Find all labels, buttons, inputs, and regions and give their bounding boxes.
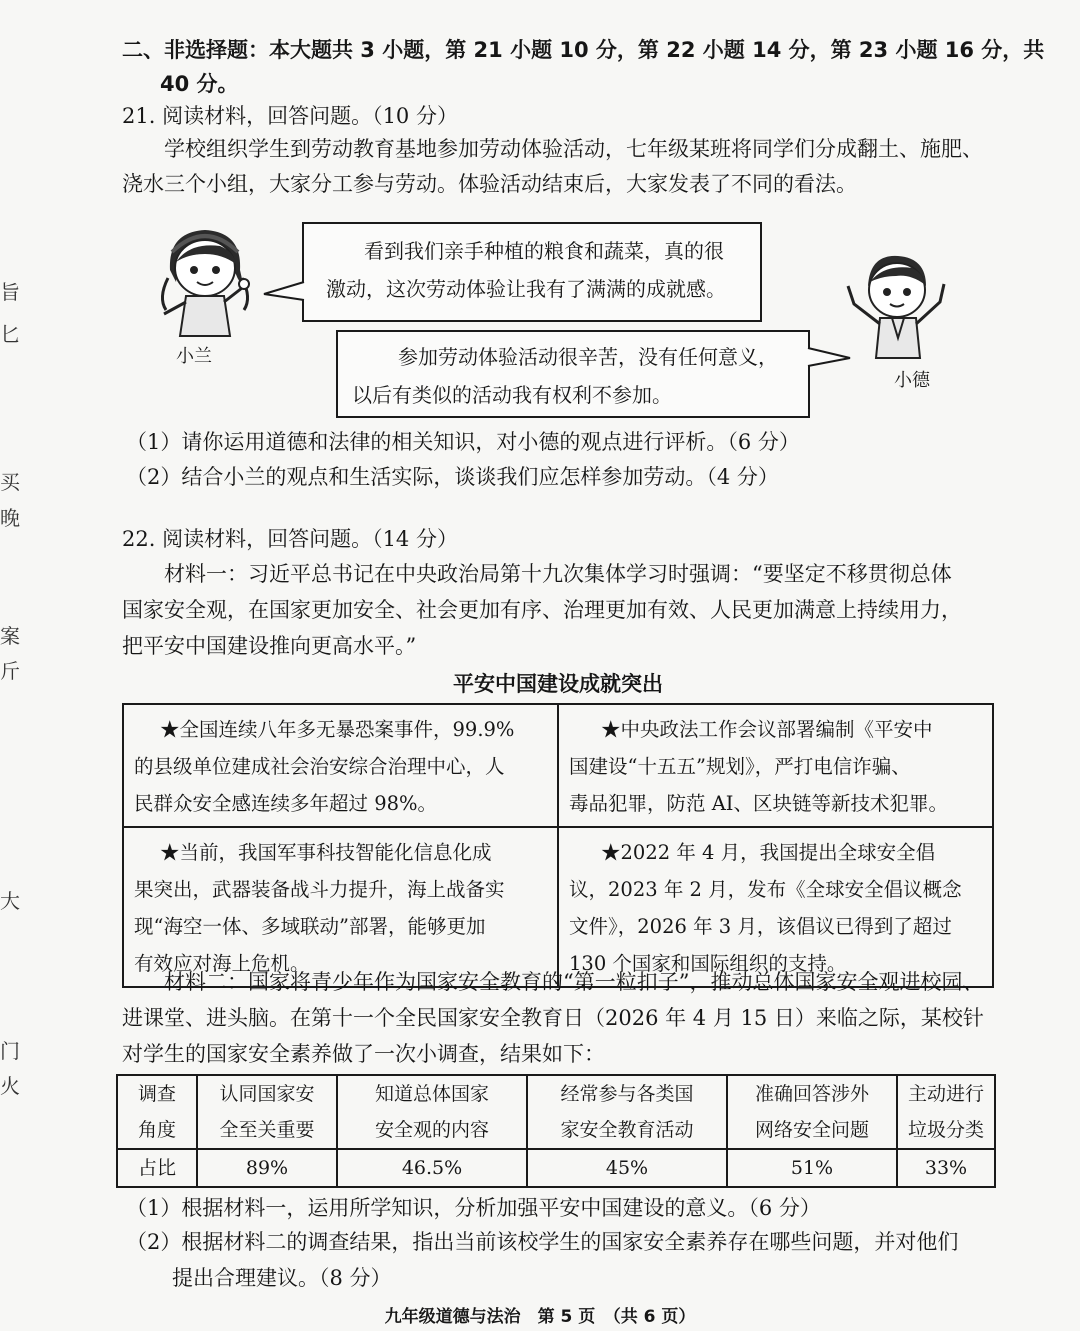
survey-header-line: 家安全教育活动 (560, 1119, 694, 1141)
q21-intro-line1: 学校组织学生到劳动教育基地参加劳动体验活动，七年级某班将同学们分成翻土、施肥、 (164, 137, 983, 161)
survey-value-cell: 89% (197, 1149, 337, 1187)
margin-mark: 买 (0, 470, 20, 494)
survey-header-cell (727, 1075, 897, 1149)
survey-header-cell (117, 1075, 197, 1149)
xiaolan-speech-line2: 激动，这次劳动体验让我有了满满的成就感。 (326, 277, 726, 301)
q22-sub1: （1）根据材料一，运用所学知识，分析加强平安中国建设的意义。（6 分） (126, 1196, 821, 1220)
q22-sub2-line1: （2）根据材料二的调查结果，指出当前该校学生的国家安全素养存在哪些问题，并对他们 (126, 1230, 959, 1254)
survey-table (116, 1074, 996, 1188)
survey-header-cell (897, 1075, 995, 1149)
margin-mark: 旨 (0, 280, 20, 304)
q22-material2-line1: 材料二：国家将青少年作为国家安全教育的“第一粒扣子”，推动总体国家安全观进校园、 (164, 970, 984, 994)
achievement-cell (558, 827, 993, 987)
achievement-cell (123, 704, 558, 827)
survey-header-cell (337, 1075, 527, 1149)
q22-material1-line2: 国家安全观，在国家更加安全、社会更加有序、治理更加有效、人民更加满意上持续用力， (122, 598, 962, 622)
margin-mark: 大 (0, 889, 20, 913)
achievement-line: ★2022 年 4 月，我国提出全球安全倡 (601, 841, 936, 864)
achievements-title: 平安中国建设成就突出 (453, 672, 663, 696)
table-row (117, 1075, 995, 1149)
achievement-line: 果突出，武器装备战斗力提升，海上战备实 (134, 878, 505, 901)
survey-header-line: 准确回答涉外 (754, 1083, 869, 1105)
table-row (123, 827, 993, 987)
margin-mark: 匕 (0, 322, 20, 346)
survey-value-cell: 33% (897, 1149, 995, 1187)
survey-header-cell (197, 1075, 337, 1149)
survey-value-cell: 46.5% (337, 1149, 527, 1187)
achievement-line: 议，2023 年 2 月，发布《全球安全倡议概念 (569, 878, 962, 901)
survey-header-line: 认同国家安 (219, 1083, 315, 1105)
table-row (123, 704, 993, 827)
achievement-line: ★当前，我国军事科技智能化信息化成 (160, 841, 492, 864)
achievement-cell (558, 704, 993, 827)
achievement-line: 民群众安全感连续多年超过 98%。 (134, 792, 438, 815)
q21-title: 21. 阅读材料，回答问题。（10 分） (122, 104, 458, 128)
achievement-cell (123, 827, 558, 987)
xiaolan-speech-bubble (302, 222, 762, 322)
achievement-line: 国建设“十五五”规划》，严打电信诈骗、 (569, 755, 911, 778)
achievement-line: 有效应对海上危机。 (134, 952, 310, 975)
survey-header-line: 安全观的内容 (374, 1119, 489, 1141)
q22-material2-line3: 对学生的国家安全素养做了一次小调查，结果如下： (122, 1042, 605, 1066)
xiaolan-speech-line1: 看到我们亲手种植的粮食和蔬菜，真的很 (364, 239, 724, 263)
xiaode-speech-bubble (336, 330, 810, 418)
survey-header-cell (527, 1075, 727, 1149)
xiaolan-girl-illustration (150, 218, 260, 346)
achievement-line: ★中央政法工作会议部署编制《平安中 (601, 718, 933, 741)
q22-material1-line1: 材料一：习近平总书记在中央政治局第十九次集体学习时强调：“要坚定不移贯彻总体 (164, 562, 952, 586)
survey-header-line: 知道总体国家 (374, 1083, 489, 1105)
margin-mark: 火 (0, 1074, 20, 1098)
margin-mark: 案 (0, 624, 20, 648)
achievements-table (122, 703, 994, 988)
achievement-line: 毒品犯罪，防范 AI、区块链等新技术犯罪。 (569, 792, 948, 815)
survey-header-line: 全至关重要 (219, 1119, 315, 1141)
achievement-line: 130 个国家和国际组织的支持。 (569, 952, 847, 975)
q22-title: 22. 阅读材料，回答问题。（14 分） (122, 527, 458, 551)
table-row (117, 1149, 995, 1187)
survey-header-line: 角度 (137, 1119, 176, 1141)
q21-sub2: （2）结合小兰的观点和生活实际，谈谈我们应怎样参加劳动。（4 分） (126, 465, 779, 489)
q22-material1-line3: 把平安中国建设推向更高水平。” (122, 634, 417, 658)
margin-mark: 晚 (0, 506, 20, 530)
achievement-line: 的县级单位建成社会治安综合治理中心，人 (134, 755, 505, 778)
section-heading-line1: 二、非选择题：本大题共 3 小题，第 21 小题 10 分，第 22 小题 14 分，第 23 小题 16 分，共 (122, 38, 1045, 62)
q21-sub1: （1）请你运用道德和法律的相关知识，对小德的观点进行评析。（6 分） (126, 430, 800, 454)
xiaode-speech-line2: 以后有类似的活动我有权利不参加。 (352, 383, 672, 407)
achievement-line: ★全国连续八年多无暴恐案事件，99.9% (160, 718, 515, 741)
survey-header-line: 主动进行 (907, 1083, 984, 1105)
section-heading-line2: 40 分。 (160, 72, 239, 96)
page-footer: 九年级道德与法治 第 5 页 （共 6 页） (384, 1307, 696, 1327)
xiaode-label: 小德 (894, 370, 930, 391)
xiaode-boy-illustration (840, 246, 950, 364)
q22-sub2-line2: 提出合理建议。（8 分） (172, 1266, 392, 1290)
achievement-line: 现“海空一体、多域联动”部署，能够更加 (134, 915, 486, 938)
xiaolan-bubble-tail (262, 278, 306, 304)
survey-header-line: 垃圾分类 (907, 1119, 984, 1141)
survey-header-line: 调查 (137, 1083, 176, 1105)
survey-value-cell: 45% (527, 1149, 727, 1187)
margin-mark: 斤 (0, 659, 20, 683)
survey-header-line: 经常参与各类国 (560, 1083, 694, 1105)
survey-value-cell: 51% (727, 1149, 897, 1187)
xiaolan-label: 小兰 (176, 346, 212, 367)
xiaode-speech-line1: 参加劳动体验活动很辛苦，没有任何意义， (398, 345, 778, 369)
q22-material2-line2: 进课堂、进头脑。在第十一个全民国家安全教育日（2026 年 4 月 15 日）来临之际，某校针 (122, 1006, 984, 1030)
margin-mark: 门 (0, 1039, 20, 1063)
achievement-line: 文件》，2026 年 3 月，该倡议已得到了超过 (569, 915, 952, 938)
survey-row-label: 占比 (117, 1149, 197, 1187)
survey-header-line: 网络安全问题 (754, 1119, 869, 1141)
q21-intro-line2: 浇水三个小组，大家分工参与劳动。体验活动结束后，大家发表了不同的看法。 (122, 172, 857, 196)
